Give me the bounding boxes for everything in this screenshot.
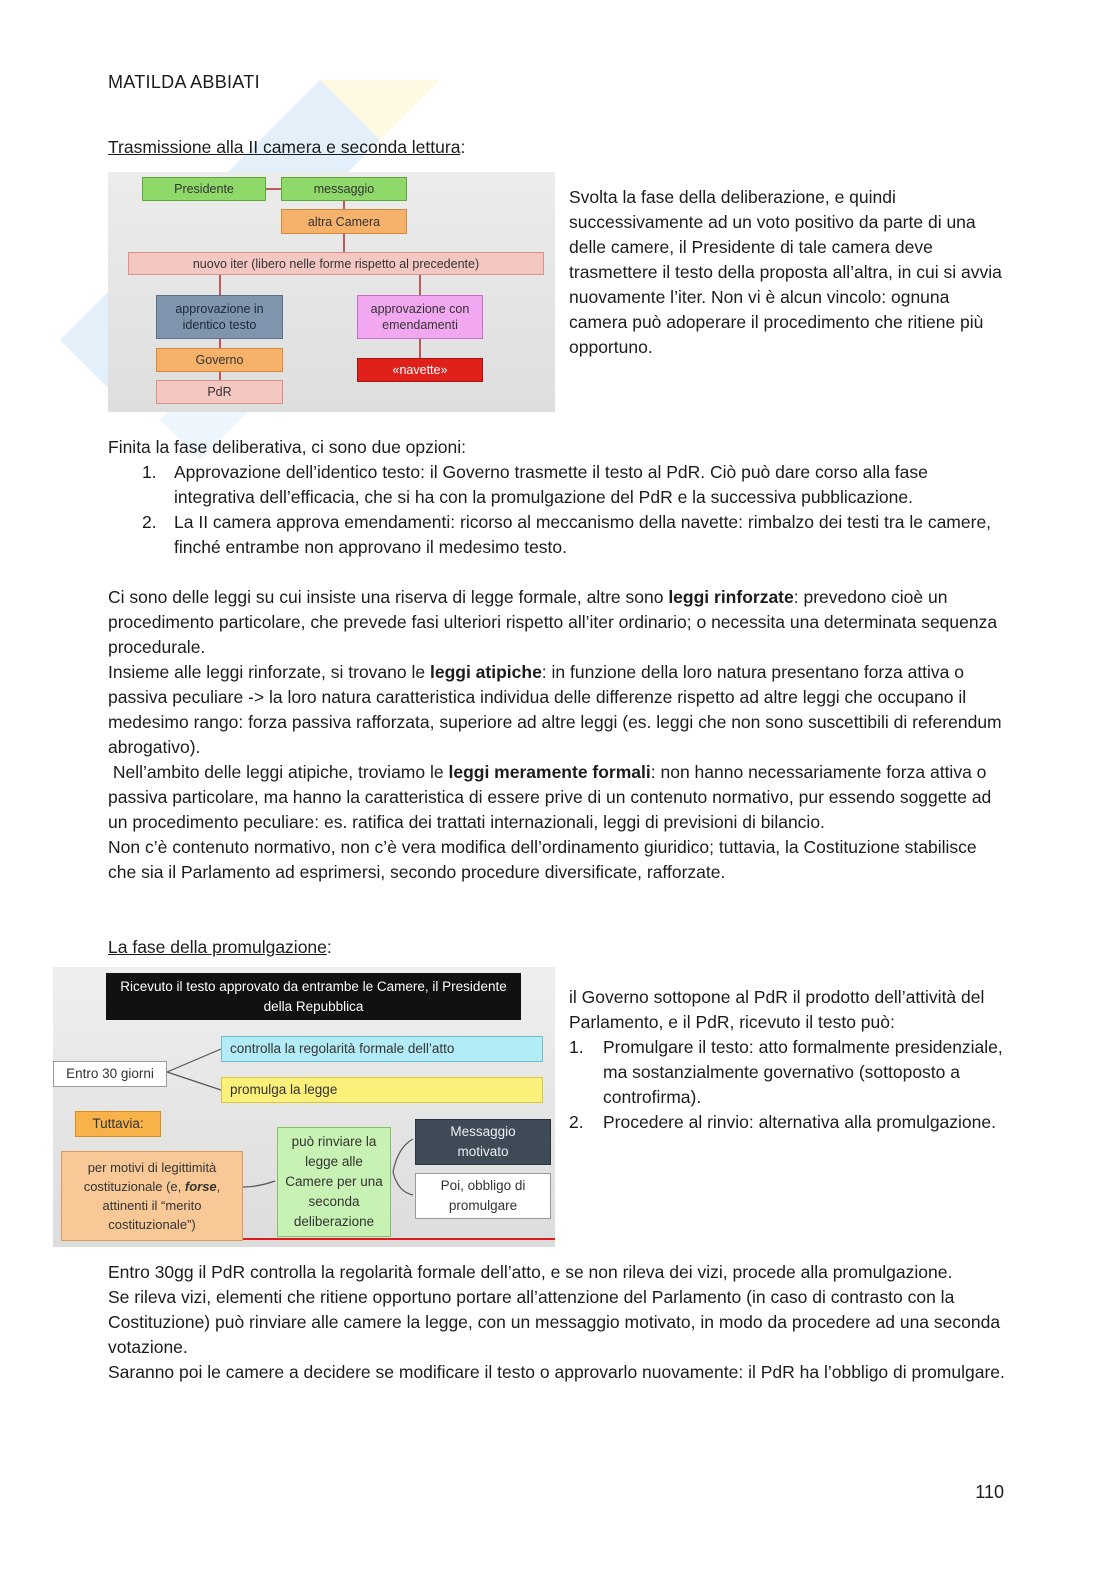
diagram-title-box: Ricevuto il testo approvato da entrambe le Camere, il Presidente della Repubblica bbox=[106, 973, 521, 1020]
promulgation-description bbox=[569, 985, 1009, 1135]
closing-paragraphs bbox=[108, 1260, 1008, 1385]
list-number: 1. bbox=[142, 462, 157, 482]
presidente-box: Presidente bbox=[142, 177, 266, 201]
page-number: 110 bbox=[975, 1482, 1004, 1502]
diagram-connectors bbox=[108, 172, 555, 412]
bold-term: leggi meramente formali bbox=[448, 762, 651, 782]
list-number: 2. bbox=[142, 512, 157, 532]
bold-term: leggi atipiche bbox=[429, 662, 542, 682]
heading-text: La fase della promulgazione bbox=[108, 937, 327, 957]
list-item bbox=[569, 1035, 1009, 1110]
governo-box: Governo bbox=[156, 348, 283, 372]
heading-text: Trasmissione alla II camera e seconda lettura bbox=[108, 137, 461, 157]
messaggio-box: messaggio bbox=[281, 177, 407, 201]
paragraph-leggi-formali bbox=[108, 760, 1008, 835]
paragraph-leggi-atipiche bbox=[108, 660, 1008, 760]
promulgation-diagram bbox=[53, 967, 555, 1247]
approvazione-emendamenti-box: approvazione con emendamenti bbox=[357, 295, 483, 339]
tuttavia-box: Tuttavia: bbox=[75, 1111, 161, 1137]
promulgation-intro: il Governo sottopone al PdR il prodotto dell’attività del Parlamento, e il PdR, ricevuto il testo può: bbox=[569, 987, 985, 1032]
list-item bbox=[108, 460, 1008, 510]
text-run: : prevedono cioè un procedimento particolare, che prevede fasi ulteriori rispetto all’iter ordinario; o necessita una determinata sequenza procedurale. bbox=[108, 587, 998, 657]
paragraph-contenuto: Non c’è contenuto normativo, non c’è vera modifica dell’ordinamento giuridico; tuttavia, la Costituzione stabilisce che sia il Parlamento ad esprimersi, secondo procedure diversificate, rafforzate. bbox=[108, 837, 977, 882]
motivi-text bbox=[68, 1158, 236, 1234]
list-item bbox=[108, 510, 1008, 560]
transmission-description: Svolta la fase della deliberazione, e quindi successivamente ad un voto positivo da parte di una delle camere, il Presidente di tale camera deve trasmettere il testo della proposta all’altra, in cui si avvia nuovamente l’iter. Non vi è alcun vincolo: ognuna camera può adoperare il procedimento che ritiene più opportuno. bbox=[569, 187, 1002, 357]
transmission-diagram bbox=[108, 172, 555, 412]
list-item bbox=[569, 1110, 1009, 1135]
options-intro: Finita la fase deliberativa, ci sono due opzioni: bbox=[108, 437, 466, 457]
text-run: per motivi di legittimità costituzionale (e, bbox=[83, 1160, 217, 1194]
altra-camera-box: altra Camera bbox=[281, 209, 407, 234]
heading-colon: : bbox=[326, 937, 332, 957]
list-text: La II camera approva emendamenti: ricorso al meccanismo della navette: rimbalzo dei testi tra le camere, finché entrambe non approvano il medesimo testo. bbox=[174, 512, 992, 557]
list-number: 1. bbox=[569, 1037, 584, 1057]
bold-term: leggi rinforzate bbox=[668, 587, 794, 607]
text-run: : in funzione della loro natura presentano forza attiva o passiva peculiare -> la loro natura caratteristica individua delle differenze rispetto ad altre leggi che occupano il medesimo rango: forza passiva rafforzata, superiore ad altre leggi (es. leggi che non sono suscettibili di referendum abrogativo). bbox=[108, 662, 1002, 757]
options-block bbox=[108, 435, 1008, 560]
list-text: Promulgare il testo: atto formalmente presidenziale, ma sostanzialmente governativo (sottoposto a controfirma). bbox=[603, 1037, 1003, 1107]
list-number: 2. bbox=[569, 1112, 584, 1132]
closing-paragraph: Entro 30gg il PdR controlla la regolarità formale dell’atto, e se non rileva dei vizi, procede alla promulgazione. bbox=[108, 1262, 953, 1282]
heading-colon: : bbox=[460, 137, 466, 157]
pdr-box: PdR bbox=[156, 380, 283, 404]
author-header: MATILDA ABBIATI bbox=[108, 72, 260, 92]
paragraph-leggi-rinforzate bbox=[108, 585, 1008, 660]
messaggio-motivato-box: Messaggio motivato bbox=[415, 1119, 551, 1165]
text-run: Nell’ambito delle leggi atipiche, troviamo le bbox=[108, 762, 449, 782]
body-paragraphs bbox=[108, 585, 1008, 885]
closing-paragraph: Se rileva vizi, elementi che ritiene opportuno portare all’attenzione del Parlamento (in caso di contrasto con la Costituzione) può rinviare alle camere la legge, con un messaggio motivato, in modo da procedere ad una seconda votazione. bbox=[108, 1287, 1001, 1357]
options-list bbox=[108, 460, 1008, 560]
text-run: , attinenti il “merito costituzionale”) bbox=[102, 1179, 221, 1232]
nuovo-iter-box: nuovo iter (libero nelle forme rispetto al precedente) bbox=[128, 252, 544, 275]
section-heading-transmission bbox=[108, 135, 465, 160]
italic-term: forse bbox=[184, 1179, 217, 1194]
section-heading-promulgation bbox=[108, 935, 332, 960]
promulgation-list bbox=[569, 1035, 1009, 1135]
obbligo-box: Poi, obbligo di promulgare bbox=[415, 1173, 551, 1219]
promulga-box: promulga la legge bbox=[221, 1077, 543, 1103]
list-text: Procedere al rinvio: alternativa alla promulgazione. bbox=[603, 1112, 996, 1132]
rinviare-box: può rinviare la legge alle Camere per una seconda deliberazione bbox=[277, 1127, 391, 1237]
text-run: Insieme alle leggi rinforzate, si trovano le bbox=[108, 662, 430, 682]
motivi-box bbox=[61, 1151, 243, 1241]
closing-paragraph: Saranno poi le camere a decidere se modificare il testo o approvarlo nuovamente: il PdR ha l’obbligo di promulgare. bbox=[108, 1362, 1005, 1382]
list-text: Approvazione dell’identico testo: il Governo trasmette il testo al PdR. Ciò può dare corso alla fase integrativa dell’efficacia, che si ha con la promulgazione del PdR e la successiva pubblicazione. bbox=[174, 462, 928, 507]
entro-30-giorni-box: Entro 30 giorni bbox=[53, 1061, 167, 1087]
navette-box: «navette» bbox=[357, 358, 483, 382]
controlla-box: controlla la regolarità formale dell’atto bbox=[221, 1036, 543, 1062]
text-run: : non hanno necessariamente forza attiva o passiva particolare, ma hanno la caratteristica di essere prive di un contenuto normativo, pur essendo soggette ad un procedimento peculiare: es. ratifica dei trattati internazionali, leggi di previsioni di bilancio. bbox=[108, 762, 997, 832]
approvazione-identico-box: approvazione in identico testo bbox=[156, 295, 283, 339]
text-run: Ci sono delle leggi su cui insiste una riserva di legge formale, altre sono bbox=[108, 587, 669, 607]
